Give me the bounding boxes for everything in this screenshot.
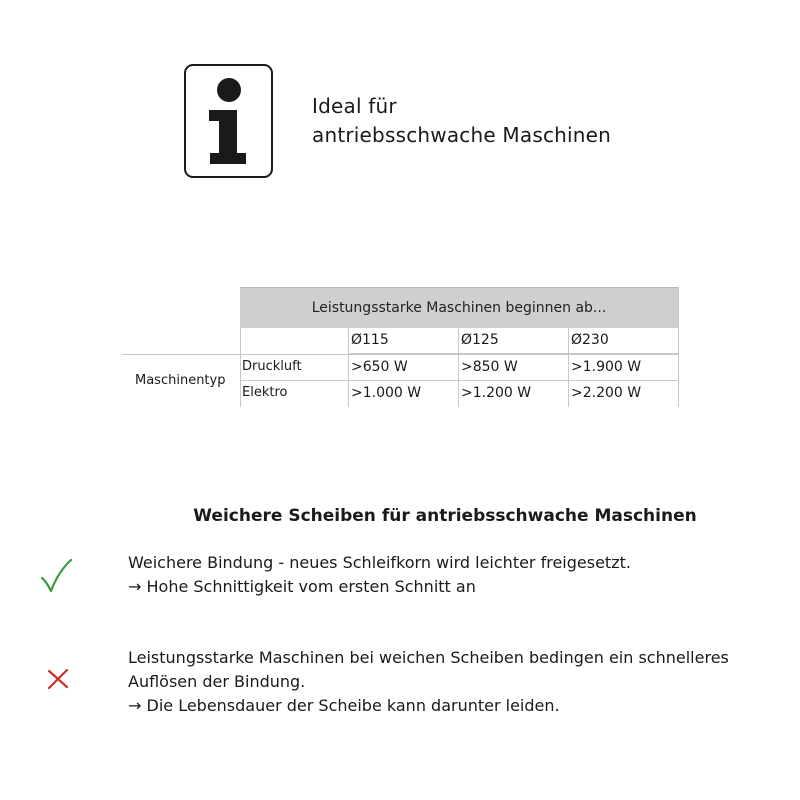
column-header-125: Ø125: [461, 332, 499, 348]
info-glyph: [186, 66, 271, 176]
con-line-3: → Die Lebensdauer der Scheibe kann darunter leiden.: [128, 696, 560, 715]
grid-line: [678, 287, 679, 407]
grid-line: [348, 327, 349, 407]
grid-line: [240, 327, 241, 407]
table-cell: >850 W: [461, 359, 518, 375]
pro-text: [128, 551, 631, 599]
con-text: [128, 646, 729, 718]
pro-line-1: Weichere Bindung - neues Schleifkorn wird leichter freigesetzt.: [128, 553, 631, 572]
grid-line: [458, 327, 459, 407]
table-cell: >1.900 W: [571, 359, 642, 375]
pro-line-2: → Hohe Schnittigkeit vom ersten Schnitt an: [128, 577, 476, 596]
row-label-druckluft: Druckluft: [242, 359, 302, 374]
column-header-115: Ø115: [351, 332, 389, 348]
info-line-2: antriebsschwache Maschinen: [312, 123, 612, 147]
table-cell: >1.200 W: [461, 385, 532, 401]
grid-line: [240, 380, 678, 381]
con-line-1: Leistungsstarke Maschinen bei weichen Scheiben bedingen ein schnelleres: [128, 648, 729, 667]
grid-line: [568, 327, 569, 407]
check-icon: [40, 558, 72, 598]
column-header-230: Ø230: [571, 332, 609, 348]
grid-line: [122, 354, 678, 355]
table-cell: >650 W: [351, 359, 408, 375]
info-line-1: Ideal für: [312, 94, 397, 118]
section-title: Weichere Scheiben für antriebsschwache Maschinen: [193, 506, 697, 526]
row-label-elektro: Elektro: [242, 385, 288, 400]
row-group-label: Maschinentyp: [135, 373, 226, 388]
cross-icon: [46, 668, 70, 694]
info-text: [312, 92, 611, 150]
table-header: Leistungsstarke Maschinen beginnen ab...: [240, 287, 678, 328]
con-line-2: Auflösen der Bindung.: [128, 672, 306, 691]
info-icon: [184, 64, 273, 178]
table-cell: >1.000 W: [351, 385, 422, 401]
table-cell: >2.200 W: [571, 385, 642, 401]
